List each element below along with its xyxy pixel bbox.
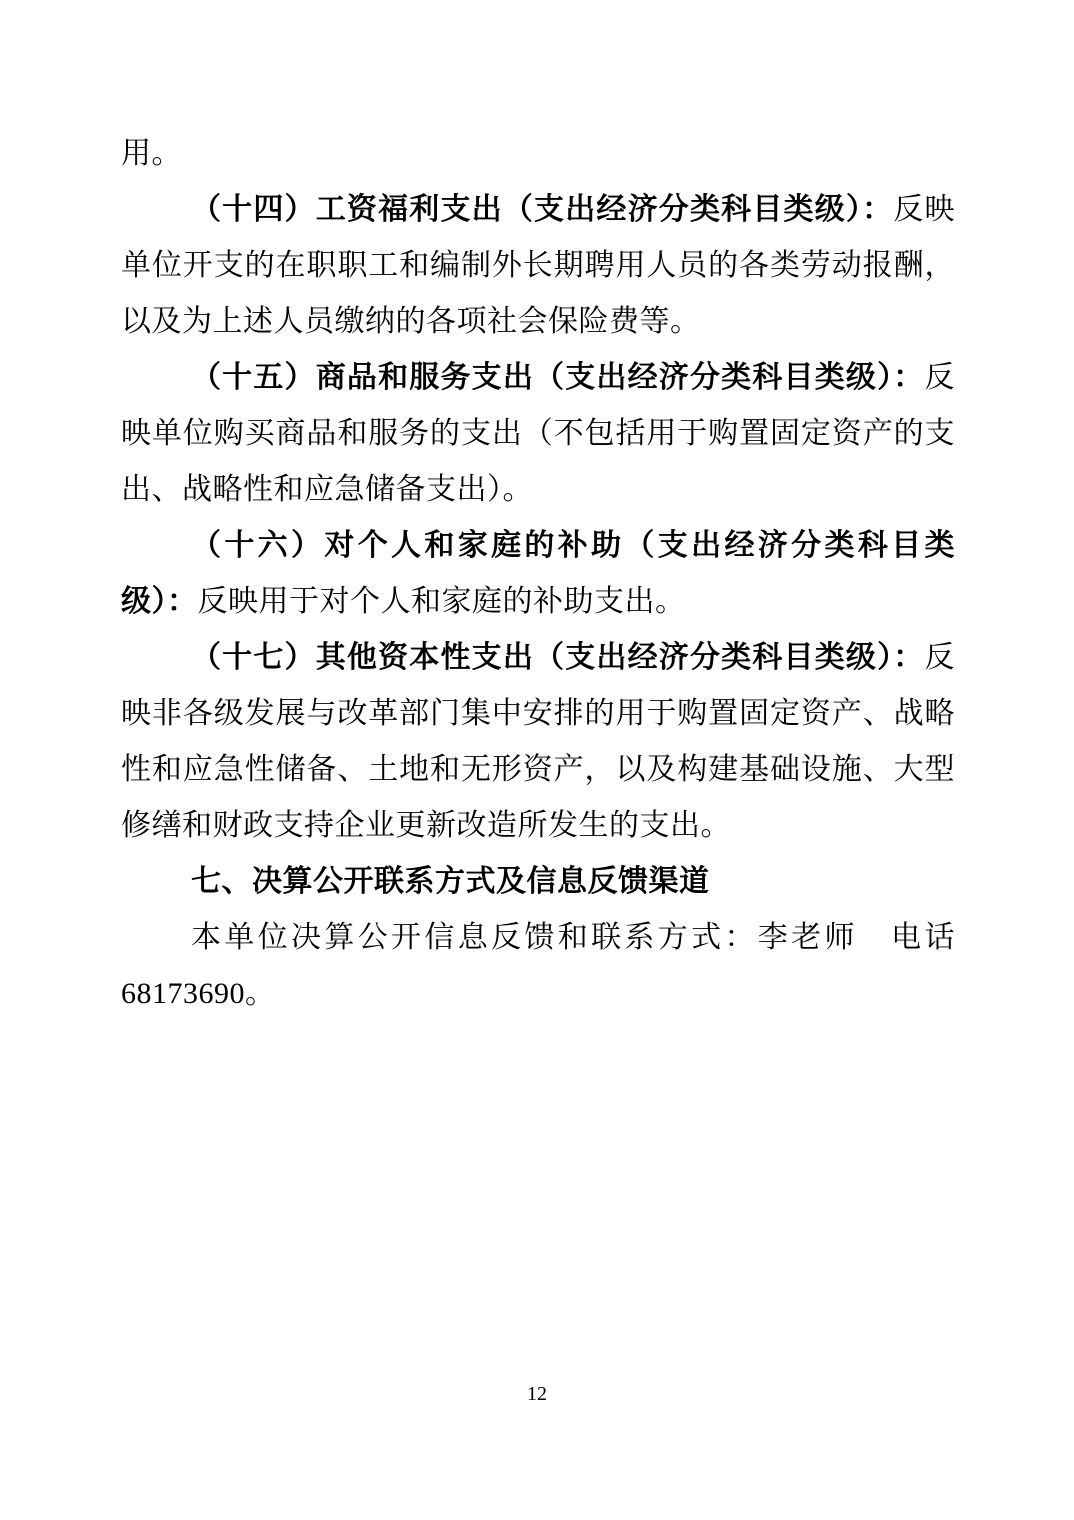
item-17-body: 反映非各级发展与改革部门集中安排的用于购置固定资产、战略性和应急性储备、土地和无形资产，以及构建基础设施、大型修缮和财政支持企业更新改造所发生的支出。 bbox=[121, 641, 955, 842]
item-17-lead: （十七）其他资本性支出（支出经济分类科目类级）： bbox=[191, 641, 925, 674]
page-number: 12 bbox=[527, 1383, 547, 1405]
item-14-body: 反映单位开支的在职职工和编制外长期聘用人员的各类劳动报酬，以及为上述人员缴纳的各项社会保险费等。 bbox=[121, 193, 955, 338]
paragraph-item-14 bbox=[121, 182, 955, 350]
item-15-lead: （十五）商品和服务支出（支出经济分类科目类级）： bbox=[191, 361, 925, 394]
paragraph-item-16 bbox=[121, 518, 955, 630]
item-16-lead: （十六）对个人和家庭的补助（支出经济分类科目类级）： bbox=[121, 529, 955, 618]
item-16-body: 反映用于对个人和家庭的补助支出。 bbox=[197, 585, 686, 618]
paragraph-continuation: 用。 bbox=[121, 137, 182, 170]
paragraph-contact: 本单位决算公开信息反馈和联系方式：李老师 电话 68173690。 bbox=[121, 921, 955, 1010]
section-heading-7: 七、决算公开联系方式及信息反馈渠道 bbox=[191, 865, 710, 898]
paragraph-item-15 bbox=[121, 350, 955, 518]
page-body bbox=[121, 126, 955, 1022]
item-14-lead: （十四）工资福利支出（支出经济分类科目类级）： bbox=[191, 193, 894, 226]
paragraph-item-17 bbox=[121, 630, 955, 854]
item-15-body: 反映单位购买商品和服务的支出（不包括用于购置固定资产的支出、战略性和应急储备支出）。 bbox=[121, 361, 955, 506]
